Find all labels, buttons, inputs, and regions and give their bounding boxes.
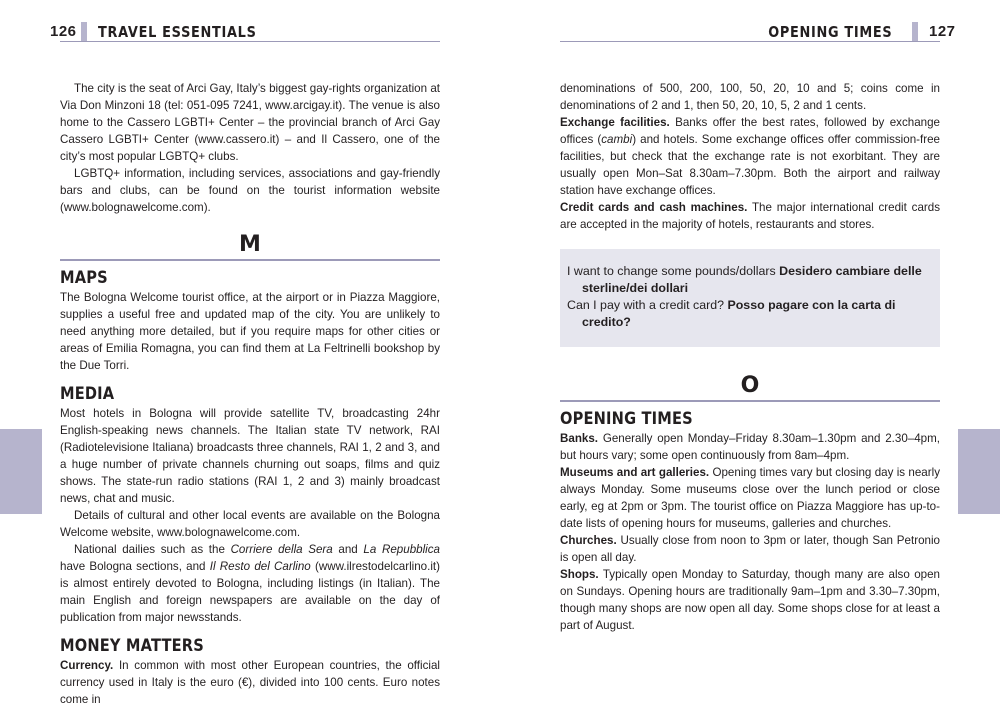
page-number: 127 xyxy=(929,23,956,40)
header-rule xyxy=(560,41,940,42)
term-label: Exchange facilities. xyxy=(560,116,670,129)
exchange-paragraph: Exchange facilities. Banks offer the best rates, followed by exchange offices (cambi) and hotels. Some exchange offices offer commission-free facilities, but check that the exchange rate is not exorbitant. They are usually open Mon–Sat 8.30am–7.30pm. Both the airport and railway station have exchange offices. xyxy=(560,116,940,197)
page-number: 126 xyxy=(50,23,77,40)
media-paragraph: Most hotels in Bologna will provide satellite TV, broadcasting 24hr English-speaking news channels. The Italian state TV network, RAI (Radiotelevisione Italiana) broadcasts three channels, RAI 1, 2 and 3, and a huge number of private channels churning out soaps, films and quiz shows. The state-run radio stations (RAI 1, 2 and 3) mainly broadcast news, chat and music. xyxy=(60,407,440,505)
left-page xyxy=(0,0,500,706)
newspaper-title: La Repubblica xyxy=(363,543,440,556)
term-label: Shops. xyxy=(560,568,599,581)
section-heading-opening: OPENING TIMES xyxy=(560,409,693,429)
right-header xyxy=(560,20,966,42)
intro-paragraph: LGBTQ+ information, including services, associations and gay-friendly bars and clubs, can be found on the tourist information website (www.bolognawelcome.com). xyxy=(60,167,440,214)
thumb-tab xyxy=(0,429,42,514)
letter-rule xyxy=(560,400,940,402)
term-label: Churches. xyxy=(560,534,617,547)
header-bar xyxy=(81,22,87,41)
term-label: Banks. xyxy=(560,432,599,445)
letter-rule xyxy=(60,259,440,261)
running-title: TRAVEL ESSENTIALS xyxy=(98,23,257,41)
section-heading-media: MEDIA xyxy=(60,384,115,404)
section-heading-maps: MAPS xyxy=(60,268,108,288)
running-title: OPENING TIMES xyxy=(767,23,892,41)
header-rule xyxy=(60,41,440,42)
term-label: Currency. xyxy=(60,659,114,672)
media-paragraph: Details of cultural and other local events are available on the Bologna Welcome website, www.bolognawelcome.com. xyxy=(60,509,440,539)
banks-paragraph: Banks. Generally open Monday–Friday 8.30am–1.30pm and 2.30–4pm, but hours vary; some open continuously from 8am–4pm. xyxy=(560,432,940,462)
newspaper-title: Corriere della Sera xyxy=(230,543,333,556)
phrase-line: I want to change some pounds/dollars Desidero cambiare delle sterline/dei dollari xyxy=(567,264,922,295)
newspaper-title: Il Resto del Carlino xyxy=(209,560,311,573)
churches-paragraph: Churches. Usually close from noon to 3pm or later, though San Petronio is open all day. xyxy=(560,534,940,564)
phrase-box xyxy=(560,249,940,347)
intro-paragraph: The city is the seat of Arci Gay, Italy’s biggest gay-rights organization at Via Don Minzoni 18 (tel: 051-095 7241, www.arcigay.it). The venue is also home to the Cassero LGBTI+ Center – the provincial branch of Arci Gay Cassero LGBTI+ Center (www.cassero.it) – and Il Cassero, one of the city’s most popular LGBTQ+ clubs. xyxy=(60,82,440,163)
museums-paragraph: Museums and art galleries. Opening times vary but closing day is nearly always Monday. Some museums close over the lunch period or close early, eg at 2pm or 3pm. The tourist office on Piazza Maggiore has up-to-date lists of opening hours for museums, galleries and churches. xyxy=(560,466,940,530)
shops-paragraph: Shops. Typically open Monday to Saturday, though many are also open on Sundays. Opening hours are traditionally 9am–1pm and 3.30–7.30pm, though many shops are now open all day. Some shops close for at least a part of August. xyxy=(560,568,940,632)
maps-text: The Bologna Welcome tourist office, at the airport or in Piazza Maggiore, supplies a useful free and updated map of the city. You are unlikely to need anything more detailed, but if you require maps for other cities or areas of Emilia Romagna, you can find them at La Feltrinelli bookshop by the Due Torri. xyxy=(60,291,440,372)
left-column xyxy=(60,80,440,708)
term-label: Credit cards and cash machines. xyxy=(560,201,748,214)
letter-heading-m: M xyxy=(239,232,261,257)
thumb-tab xyxy=(958,429,1000,514)
right-page xyxy=(500,0,1000,686)
money-continued: denominations of 500, 200, 100, 50, 20, 10 and 5; coins come in denominations of 2 and 1, then 50, 20, 10, 5, 2 and 1 cents. xyxy=(560,82,940,112)
left-header xyxy=(34,20,440,42)
media-paragraph: National dailies such as the Corriere della Sera and La Repubblica have Bologna sections, and Il Resto del Carlino (www.ilrestodelcarlino.it) is almost entirely devoted to Bologna, including listings (in Italian). The main English and foreign newspapers are available on the day of publication from major newsstands. xyxy=(60,543,440,624)
currency-paragraph: Currency. In common with most other European countries, the official currency used in Italy is the euro (€), divided into 100 cents. Euro notes come in xyxy=(60,659,440,706)
right-column xyxy=(560,80,940,634)
letter-heading-o: O xyxy=(740,373,760,398)
term-label: Museums and art galleries. xyxy=(560,466,710,479)
section-heading-money: MONEY MATTERS xyxy=(60,636,204,656)
phrase-line: Can I pay with a credit card? Posso pagare con la carta di credito? xyxy=(567,298,896,329)
header-bar xyxy=(912,22,918,41)
credit-paragraph: Credit cards and cash machines. The major international credit cards are accepted in the majority of hotels, restaurants and stores. xyxy=(560,201,940,231)
